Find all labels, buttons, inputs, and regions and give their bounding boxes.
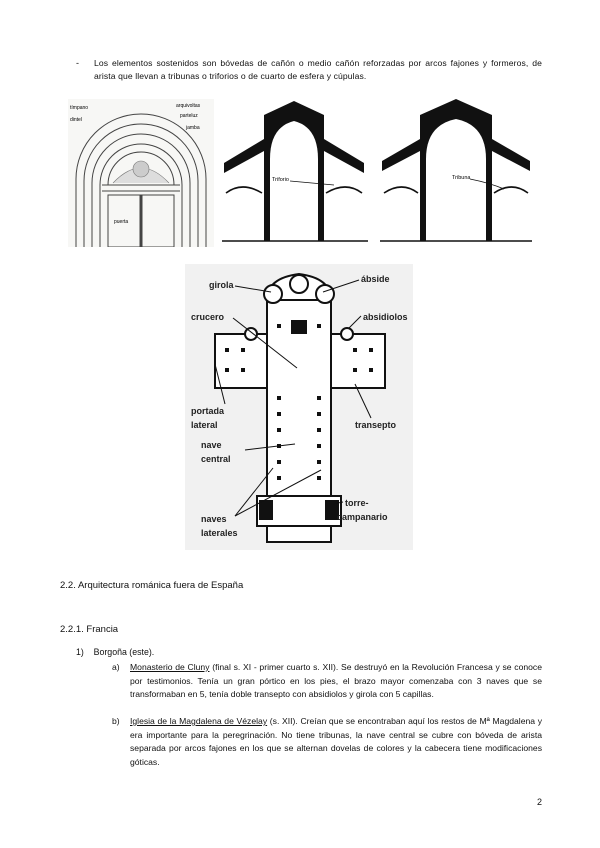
section-triforio-figure [222, 101, 368, 245]
list-item-burgundy [76, 647, 154, 657]
plan-label-crucero: crucero [191, 312, 225, 322]
plan-label-absidiolos: absidiolos [363, 312, 408, 322]
section2-label: Tribuna [452, 175, 471, 181]
portal-label-timpano: tímpano [70, 105, 89, 111]
portal-label-jamba: jamba [186, 125, 200, 131]
plan-label-abside: ábside [361, 274, 390, 284]
section-heading-2-2-1: 2.2.1. Francia [60, 624, 119, 635]
portal-label-arquivoltas: arquivoltas [176, 103, 201, 109]
section-tribuna-figure [380, 99, 532, 245]
list-label: Borgoña (este). [93, 647, 155, 657]
plan-label-torre: torre- [345, 498, 369, 508]
plan-label-girola: girola [209, 280, 234, 290]
section1-label: Triforio [272, 177, 289, 183]
sub-item-vezelay [112, 715, 543, 769]
list-number: 1) [76, 647, 84, 657]
plan-label-central: central [201, 454, 231, 464]
plan-label-lateral: lateral [191, 420, 218, 430]
cluny-title: Monasterio de Cluny [130, 662, 210, 672]
portal-label-dintel: dintel [70, 117, 82, 123]
sub-item-tag: a) [112, 662, 120, 672]
plan-label-laterales: laterales [201, 528, 238, 538]
vezelay-text: (s. XII). Creían que se encontraban aquí los restos de Mª Magdalena y era importante para la peregrinación. No tiene tribunas, la nave central se cubre con bóveda de arista separada por arcos fajones en los que se alternan dovelas de colores y la cabecera tiene modificaciones góticas. [130, 716, 543, 767]
floor-plan-figure [185, 264, 413, 550]
vezelay-title: Iglesia de la Magdalena de Vézelay [130, 716, 268, 726]
portal-label-parteluz: parteluz [180, 113, 198, 119]
sub-item-cluny [112, 661, 542, 702]
plan-label-naves: naves [201, 514, 227, 524]
bullet-marker: - [76, 58, 79, 68]
sub-item-tag: b) [112, 716, 120, 726]
portal-label-puerta: puerta [114, 219, 129, 225]
plan-label-portada: portada [191, 406, 225, 416]
page-number: 2 [536, 797, 542, 807]
plan-label-transepto: transepto [355, 420, 397, 430]
plan-label-nave: nave [201, 440, 222, 450]
bullet-paragraph: Los elementos sostenidos son bóvedas de cañón o medio cañón reforzadas por arcos fajones y formeros, de arista que llevan a tribunas o triforios o de cuarto de esfera y cúpulas. [94, 58, 542, 81]
section-heading-2-2: 2.2. Arquitectura románica fuera de España [60, 580, 244, 591]
portal-figure [68, 99, 214, 247]
cluny-text: (final s. XI - primer cuarto s. XII). Se destruyó en la Revolución Francesa y se conoce por testimonios. Tenía un gran pórtico en los pies, el brazo mayor comenzaba con 3 naves que se transformaban en 5, tenía doble transepto con absidiolos y girola con 5 capillas. [130, 662, 542, 699]
plan-label-campanario: campanario [337, 512, 388, 522]
